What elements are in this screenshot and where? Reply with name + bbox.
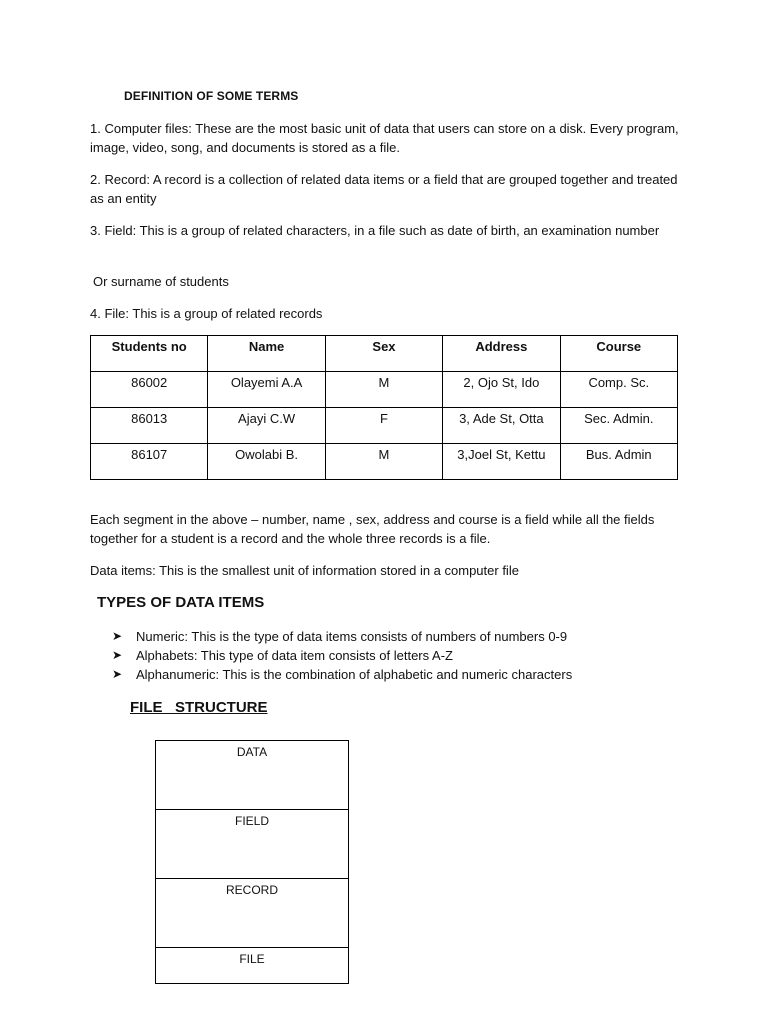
definition-record: 2. Record: A record is a collection of related data items or a field that are grouped together and treated as an entity [90, 172, 678, 206]
types-of-data-items-heading: TYPES OF DATA ITEMS [97, 594, 265, 611]
data-item-types-list [112, 627, 572, 684]
list-item-text: Alphanumeric: This is the combination of alphabetic and numeric characters [136, 667, 573, 682]
table-cell: Ajayi C.W [208, 408, 325, 444]
arrow-bullet-icon: ➤ [112, 629, 123, 643]
table-cell: M [325, 444, 442, 480]
definition-field-continued: Or surname of students [93, 274, 229, 289]
column-header: Sex [325, 336, 442, 372]
arrow-bullet-icon: ➤ [112, 648, 123, 662]
file-structure-diagram [155, 740, 349, 984]
list-item [112, 665, 572, 684]
structure-level-data: DATA [156, 741, 348, 810]
table-row [91, 372, 678, 408]
table-cell: Comp. Sc. [560, 372, 677, 408]
table-cell: 86013 [91, 408, 208, 444]
table-cell: Olayemi A.A [208, 372, 325, 408]
file-structure-heading: FILE STRUCTURE [130, 699, 268, 716]
table-cell: 2, Ojo St, Ido [443, 372, 560, 408]
column-header: Students no [91, 336, 208, 372]
table-row [91, 444, 678, 480]
table-row [91, 408, 678, 444]
column-header: Name [208, 336, 325, 372]
table-cell: Sec. Admin. [560, 408, 677, 444]
data-items-definition: Data items: This is the smallest unit of information stored in a computer file [90, 563, 519, 578]
student-records-table [90, 335, 678, 480]
arrow-bullet-icon: ➤ [112, 667, 123, 681]
table-cell: F [325, 408, 442, 444]
table-explanation: Each segment in the above – number, name , sex, address and course is a field while all the fields together for a student is a record and the whole three records is a file. [90, 512, 655, 546]
list-item [112, 627, 572, 646]
list-item-text: Numeric: This is the type of data items consists of numbers of numbers 0-9 [136, 629, 568, 644]
table-cell: 86107 [91, 444, 208, 480]
list-item [112, 646, 572, 665]
table-cell: Bus. Admin [560, 444, 677, 480]
table-cell: M [325, 372, 442, 408]
definition-computer-files: 1. Computer files: These are the most basic unit of data that users can store on a disk. Every program, image, video, song, and documents is stored as a file. [90, 121, 679, 155]
table-header-row [91, 336, 678, 372]
structure-level-field: FIELD [156, 810, 348, 879]
column-header: Course [560, 336, 677, 372]
page-title: DEFINITION OF SOME TERMS [124, 89, 299, 103]
table-cell: Owolabi B. [208, 444, 325, 480]
table-cell: 86002 [91, 372, 208, 408]
table-cell: 3, Ade St, Otta [443, 408, 560, 444]
structure-level-file: FILE [239, 952, 265, 966]
table-cell: 3,Joel St, Kettu [443, 444, 560, 480]
definition-field: 3. Field: This is a group of related characters, in a file such as date of birth, an examination number [90, 223, 660, 238]
structure-level-record: RECORD [156, 879, 348, 948]
definition-file: 4. File: This is a group of related records [90, 306, 323, 321]
list-item-text: Alphabets: This type of data item consists of letters A-Z [136, 648, 453, 663]
column-header: Address [443, 336, 560, 372]
